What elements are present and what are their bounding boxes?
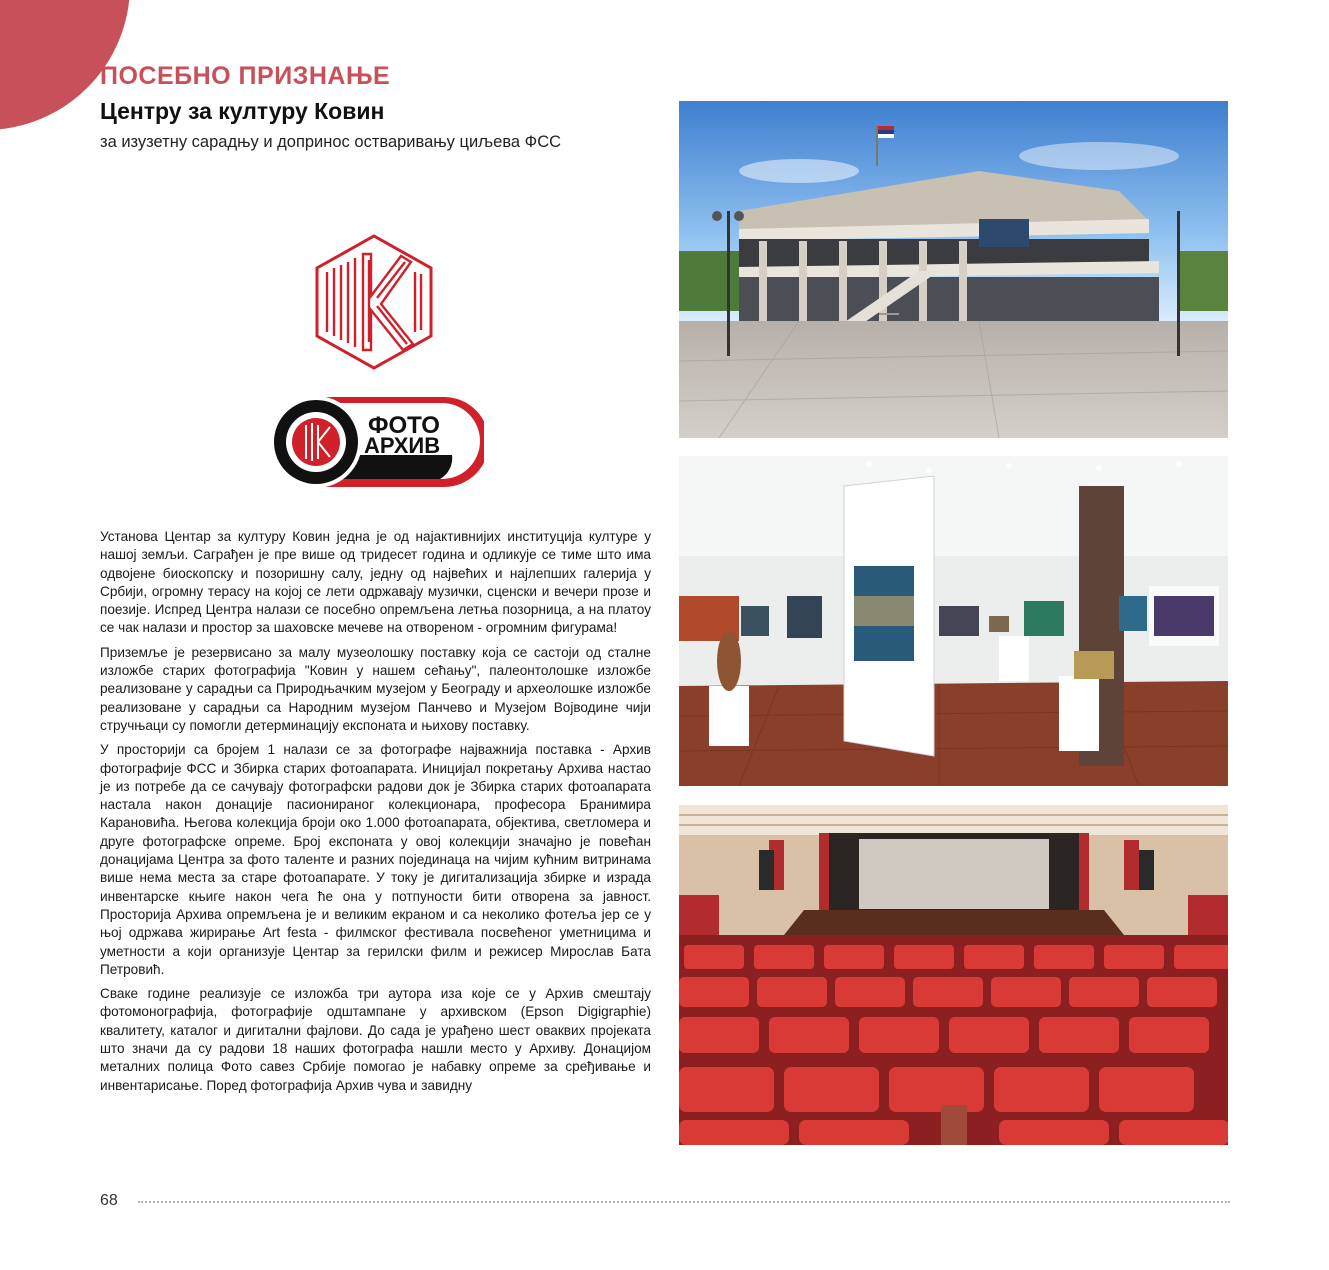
paragraph: Сваке године реализује се изложба три аутора иза које се у Архив смештају фотомонографија, фотографије одштампане у архивском (Epson Digigraphie) квалитету, каталог и дигитални фајлови. До сада је урађено шест оваквих пројеката што значи да су радови 18 наших фотографа нашли место у Архиву. Донацијом металних полица Фото савез Србије помогао је набавку опреме за сређивање и инвентарисање. Поред фотографија Архив чува и завидну	[100, 986, 651, 1093]
page-number: 68	[100, 1192, 118, 1209]
theatre-hall-photo	[679, 805, 1228, 1145]
page-title: Центру за културу Ковин	[100, 98, 385, 124]
footer-divider	[138, 1201, 1230, 1203]
section-kicker: ПОСЕБНО ПРИЗНАЊЕ	[100, 62, 391, 90]
article-body	[100, 528, 651, 1101]
paragraph: Установа Центар за културу Ковин једна је од најактивнијих институција културе у нашој земљи. Саграђен је пре више од тридесет година и одликује се тиме што има одвојене биоскопску и позоришну салу, једну од највећих и најлепших галерија у Србији, огромну терасу на којој се лети одржавају музички, сценски и вечери прозе и поезије. Испред Центра налази се посебно опремљена летња позорница, а на платоу се чак налази и простор за шаховске мечеве на отвореном - огромним фигурама!	[100, 529, 651, 636]
photo-archive-logo	[268, 393, 484, 491]
building-exterior-photo	[679, 101, 1228, 438]
gallery-photo	[679, 456, 1228, 786]
center-for-culture-logo	[313, 232, 435, 372]
archive-logo-line1: ФОТО	[368, 412, 440, 439]
paragraph: У просторији са бројем 1 налази се за фотографе најважнија поставка - Архив фотографије ФСС и Збирка старих фотоапарата. Иницијал покретању Архива настао је из потребе да се сачувају фотографски радови док је Збирка старих фотоапарата настала након донације пасионираног колекционара, професора Бранимира Карановића. Његова колекција броји око 1.000 фотоапарата, објектива, светломера и друге фотографске опреме. Број експоната у овој колекцији значајно је повећан донацијама Центра за фото таленте и разних појединаца на чијим кућним витринама више нема места за старе фотоапарате. У току је дигитализација збирке и израда инвентарске књиге након чега ће она у потпуности бити отворена за јавност. Просторија Архива опремљена је и великим екраном и са неколико фотеља јер се у њој одржава жирирање Art festa - филмског фестивала посвећеног уметницима и уметности а који организује Центар за герилски филм и режисер Мирослав Бата Петровић.	[100, 742, 651, 977]
paragraph: Приземље је резервисано за малу музеолошку поставку која се састоји од сталне изложбе старих фотографија "Ковин у нашем сећању", палеонтолошке изложбе реализоване у сарадњи са Природњачким музејом у Београду и археолошке изложбе реализоване у сарадњи са Народним музејом Панчево и Музејом Војводине чији стручњаци су помогли детерминацију експоната и њихову поставку.	[100, 644, 651, 733]
archive-logo-line2: АРХИВ	[364, 433, 441, 458]
page-subtitle: за изузетну сарадњу и допринос остваривању циљева ФСС	[100, 133, 562, 151]
